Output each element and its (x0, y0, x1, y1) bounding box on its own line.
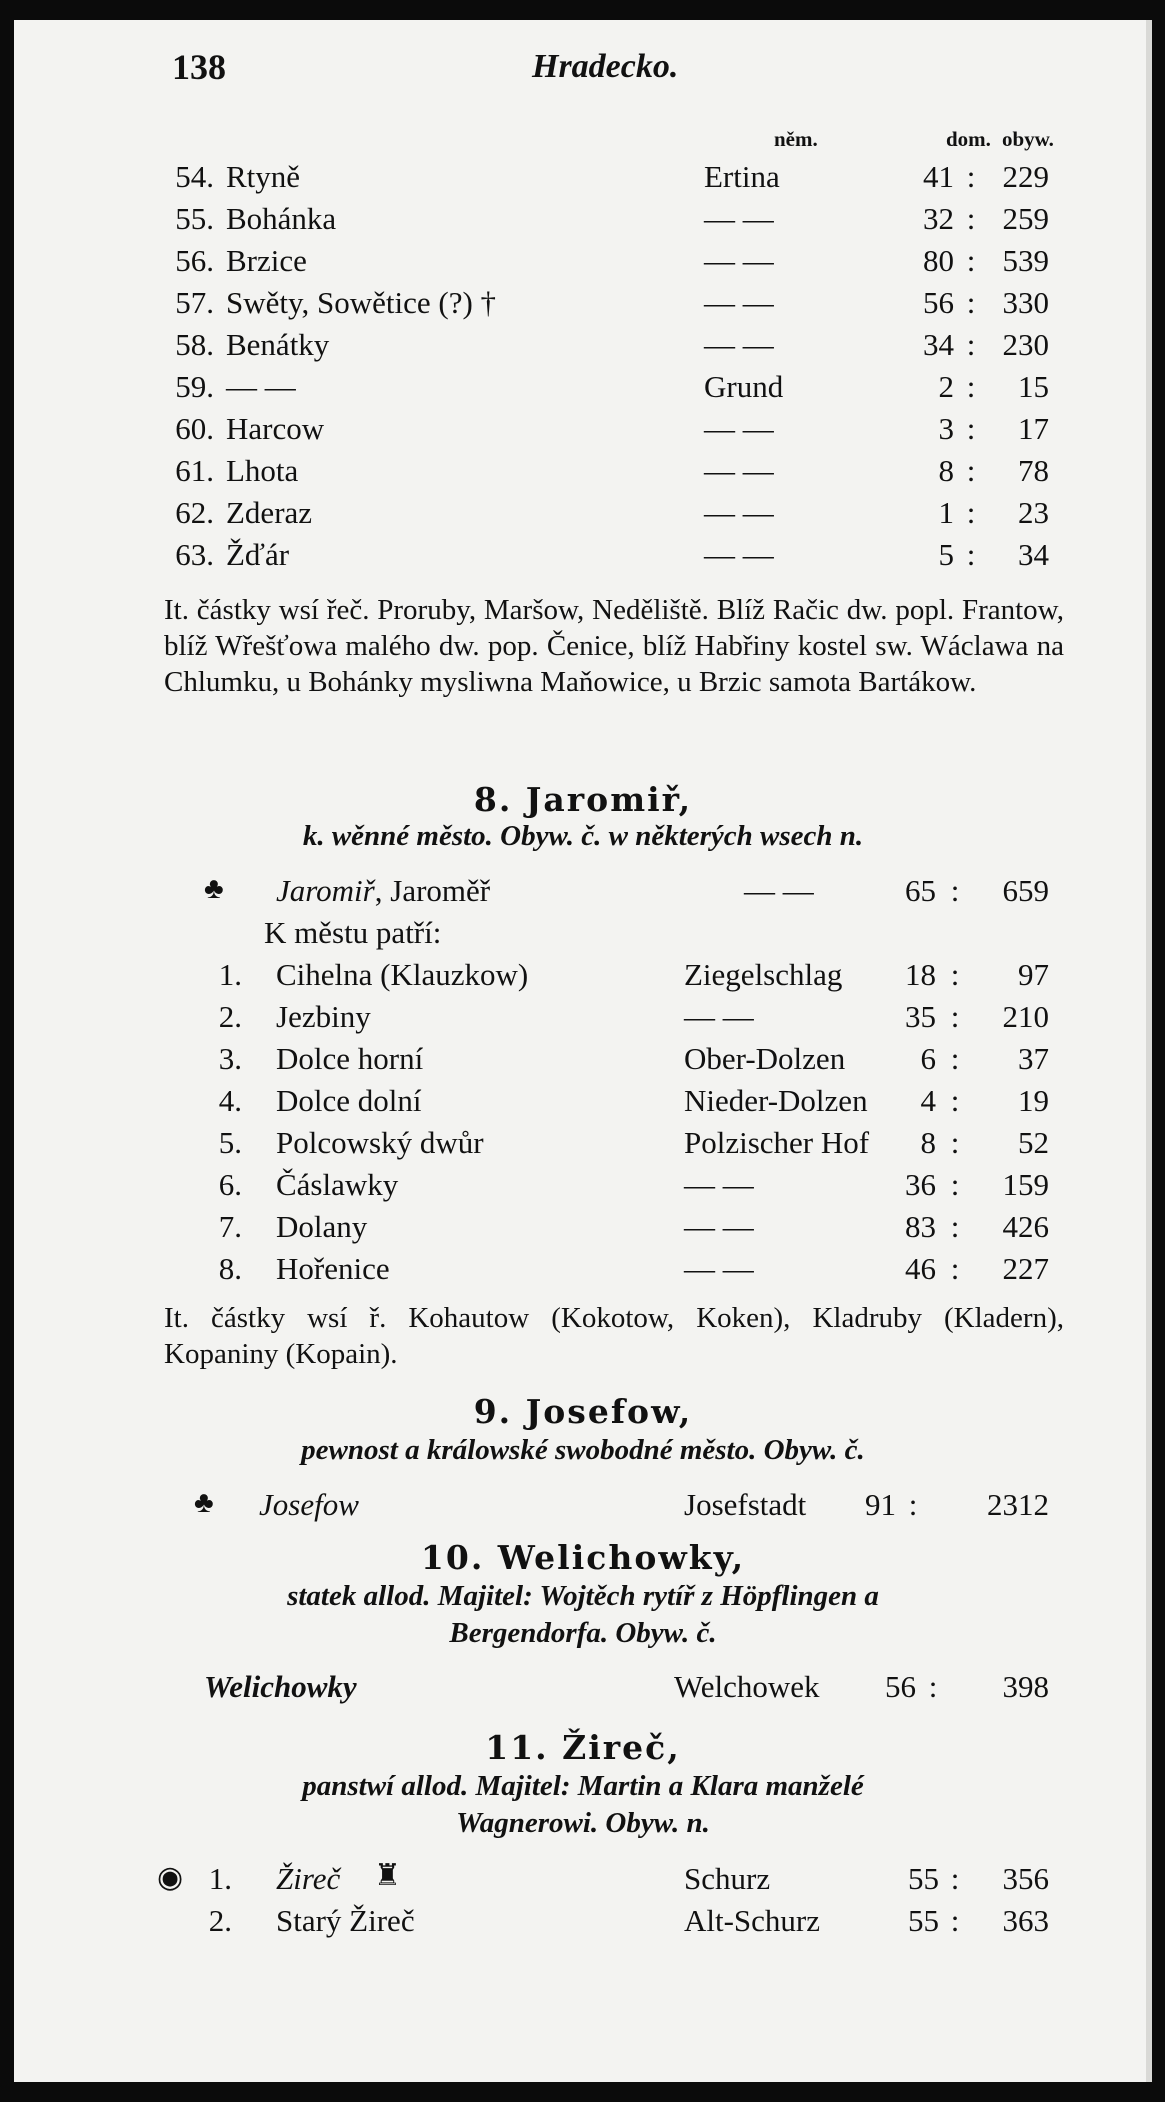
houses-count: 4 (920, 1083, 936, 1118)
german-name: Ziegelschlag (684, 957, 843, 992)
locality-name: Cihelna (Klauzkow) (276, 957, 529, 992)
row-number: 55. (175, 201, 214, 236)
separator: : (950, 1167, 960, 1202)
town-icon: ♣ (194, 1486, 214, 1519)
german-name: Alt-Schurz (684, 1903, 821, 1938)
houses-count: 32 (923, 201, 954, 236)
houses-count: 5 (938, 537, 954, 572)
row-number: 5. (218, 1125, 242, 1160)
houses-count: 1 (938, 495, 954, 530)
houses-count: 80 (923, 243, 954, 278)
row-number: 63. (175, 537, 214, 572)
inhabitants-count: 539 (1002, 243, 1049, 278)
section-subtitle-line1: panstwí allod. Majitel: Martin a Klara manželé (302, 1770, 864, 1802)
locality-name: Dolany (276, 1209, 368, 1244)
german-name: — — (704, 495, 774, 530)
separator: : (950, 1251, 960, 1286)
section-heading-jaromir: 8. Jaromiř, (473, 780, 693, 819)
houses-count: 34 (923, 327, 954, 362)
separator: : (966, 537, 976, 572)
inhabitants-count: 229 (1002, 159, 1049, 194)
locality-name: Dolce horní (276, 1041, 424, 1076)
town-name: Josefow (259, 1487, 359, 1522)
inhabitants-count: 210 (1002, 999, 1049, 1034)
german-name: — — (704, 285, 774, 320)
locality-name: Žďár (226, 537, 290, 572)
row-number: 1. (208, 1861, 232, 1896)
german-name: Schurz (684, 1861, 771, 1896)
locality-name: Bohánka (226, 201, 337, 236)
german-name: — — (684, 999, 754, 1034)
separator: : (908, 1487, 918, 1522)
german-name: — — (704, 453, 774, 488)
locality-name: Zderaz (226, 495, 313, 530)
section-note-jaromir: It. částky wsí ř. Kohautow (Kokotow, Koken), Kladruby (Kladern), Kopaniny (Kopain). (164, 1302, 1064, 1370)
locality-name: Benátky (226, 327, 330, 362)
column-header-german: něm. (774, 127, 818, 151)
column-header-inhabitants: obyw. (1002, 127, 1054, 151)
inhabitants-count: 426 (1002, 1209, 1049, 1244)
german-name: — — (744, 873, 814, 908)
locality-name: Jezbiny (276, 999, 371, 1034)
separator: : (950, 1861, 960, 1896)
inhabitants-count: 37 (1018, 1041, 1049, 1076)
houses-count: 41 (923, 159, 954, 194)
inhabitants-count: 259 (1002, 201, 1049, 236)
row-number: 59. (175, 369, 214, 404)
separator: : (966, 411, 976, 446)
separator: : (966, 327, 976, 362)
town-name: Jaromiř (276, 873, 375, 908)
inhabitants-count: 23 (1018, 495, 1049, 530)
inhabitants-count: 159 (1002, 1167, 1049, 1202)
houses-count: 35 (905, 999, 936, 1034)
houses-count: 56 (923, 285, 954, 320)
separator: : (950, 1083, 960, 1118)
houses-count: 91 (865, 1487, 896, 1522)
german-name: — — (704, 201, 774, 236)
section-heading-zirec: 11. Žireč, (485, 1728, 681, 1767)
houses-count: 3 (938, 411, 954, 446)
row-number: 2. (208, 1903, 232, 1938)
locality-name: Polcowský dwůr (276, 1125, 484, 1160)
houses-count: 46 (905, 1251, 936, 1286)
separator: : (966, 453, 976, 488)
row-number: 57. (175, 285, 214, 320)
inhabitants-count: 97 (1018, 957, 1049, 992)
houses-count: 8 (938, 453, 954, 488)
houses-count: 83 (905, 1209, 936, 1244)
separator: : (966, 159, 976, 194)
houses-count: 36 (905, 1167, 936, 1202)
separator: : (966, 369, 976, 404)
locality-name: Hořenice (276, 1251, 390, 1286)
houses-count: 18 (905, 957, 936, 992)
estate-name: Welichowky (204, 1669, 357, 1704)
german-name: Polzischer Hof (684, 1125, 870, 1160)
houses-count: 65 (905, 873, 936, 908)
inhabitants-count: 78 (1018, 453, 1049, 488)
german-name: — — (704, 411, 774, 446)
german-name: — — (684, 1167, 754, 1202)
section-subtitle-josefow: pewnost a králowské swobodné město. Obyw. č. (301, 1434, 865, 1466)
inhabitants-count: 19 (1018, 1083, 1049, 1118)
section-subtitle-jaromir: k. wěnné město. Obyw. č. w některých wsech n. (302, 820, 864, 852)
locality-name: Swěty, Sowětice (?) † (226, 285, 497, 320)
inhabitants-count: 34 (1018, 537, 1049, 572)
separator: : (966, 201, 976, 236)
separator: : (966, 243, 976, 278)
row-number: 58. (175, 327, 214, 362)
castle-icon: ♜ (374, 1859, 401, 1892)
german-name: — — (704, 327, 774, 362)
section-subtitle-line2: Bergendorfa. Obyw. č. (449, 1617, 717, 1649)
locality-name: Brzice (226, 243, 307, 278)
locality-name: Starý Žireč (276, 1903, 415, 1938)
houses-count: 2 (938, 369, 954, 404)
town-name-alt: , Jaroměř (374, 873, 491, 908)
inhabitants-count: 363 (1002, 1903, 1049, 1938)
belongs-label: K městu patří: (264, 915, 442, 950)
inhabitants-count: 15 (1018, 369, 1049, 404)
locality-name: — — (226, 369, 296, 404)
row-number: 54. (175, 159, 214, 194)
row-number: 3. (218, 1041, 242, 1076)
german-name: Welchowek (674, 1669, 820, 1704)
separator: : (950, 1125, 960, 1160)
locality-name: Harcow (226, 411, 325, 446)
locality-name: Čáslawky (276, 1167, 399, 1202)
row-number: 1. (218, 957, 242, 992)
houses-count: 6 (920, 1041, 936, 1076)
row-number: 56. (175, 243, 214, 278)
separator: : (950, 1209, 960, 1244)
inhabitants-count: 52 (1018, 1125, 1049, 1160)
german-name: Grund (704, 369, 784, 404)
inhabitants-count: 17 (1018, 411, 1049, 446)
seat-icon: ◉ (157, 1861, 184, 1894)
houses-count: 8 (920, 1125, 936, 1160)
row-number: 60. (175, 411, 214, 446)
locality-name: Rtyně (226, 159, 301, 194)
german-name: — — (704, 537, 774, 572)
locality-name: Dolce dolní (276, 1083, 422, 1118)
inhabitants-count: 230 (1002, 327, 1049, 362)
separator: : (950, 1903, 960, 1938)
section-subtitle-line1: statek allod. Majitel: Wojtěch rytíř z Höpflingen a (287, 1580, 879, 1612)
page-number: 138 (172, 47, 226, 87)
german-name: Ertina (704, 159, 780, 194)
separator: : (950, 957, 960, 992)
inhabitants-count: 330 (1002, 285, 1049, 320)
inhabitants-count: 356 (1002, 1861, 1049, 1896)
separator: : (928, 1669, 938, 1704)
separator: : (966, 495, 976, 530)
row-number: 8. (218, 1251, 242, 1286)
separator: : (950, 999, 960, 1034)
houses-count: 55 (908, 1903, 939, 1938)
locality-name: Žireč (276, 1861, 341, 1896)
section-subtitle-line2: Wagnerowi. Obyw. n. (456, 1807, 710, 1839)
german-name: Nieder-Dolzen (684, 1083, 868, 1118)
german-name: — — (684, 1209, 754, 1244)
town-icon: ♣ (204, 872, 224, 905)
book-page (14, 20, 1152, 2082)
inhabitants-count: 2312 (987, 1487, 1049, 1522)
german-name: Josefstadt (684, 1487, 807, 1522)
locality-name: Lhota (226, 453, 299, 488)
section-heading-welichowky: 10. Welichowky, (420, 1538, 746, 1577)
inhabitants-count: 398 (1002, 1669, 1049, 1704)
row-number: 61. (175, 453, 214, 488)
row-number: 7. (218, 1209, 242, 1244)
german-name: — — (684, 1251, 754, 1286)
houses-count: 56 (885, 1669, 916, 1704)
row-number: 62. (175, 495, 214, 530)
row-number: 2. (218, 999, 242, 1034)
houses-count: 55 (908, 1861, 939, 1896)
row-number: 4. (218, 1083, 242, 1118)
section-note: It. částky wsí řeč. Proruby, Maršow, Neděliště. Blíž Račic dw. popl. Frantow, blíž Wřešťowa malého dw. pop. Čenice, blíž Habřiny kostel sw. Wáclawa na Chlumku, u Bohánky mysliwna Maňowice, u Brzic samota Bartákow. (164, 594, 1064, 698)
column-header-houses: dom. (946, 127, 991, 151)
german-name: — — (704, 243, 774, 278)
separator: : (950, 873, 960, 908)
inhabitants-count: 227 (1002, 1251, 1049, 1286)
page-title: Hradecko. (532, 48, 679, 85)
section-heading-josefow: 9. Josefow, (473, 1392, 693, 1431)
separator: : (966, 285, 976, 320)
inhabitants-count: 659 (1002, 873, 1049, 908)
row-number: 6. (218, 1167, 242, 1202)
separator: : (950, 1041, 960, 1076)
town-row-jaromir (276, 872, 490, 910)
german-name: Ober-Dolzen (684, 1041, 846, 1076)
